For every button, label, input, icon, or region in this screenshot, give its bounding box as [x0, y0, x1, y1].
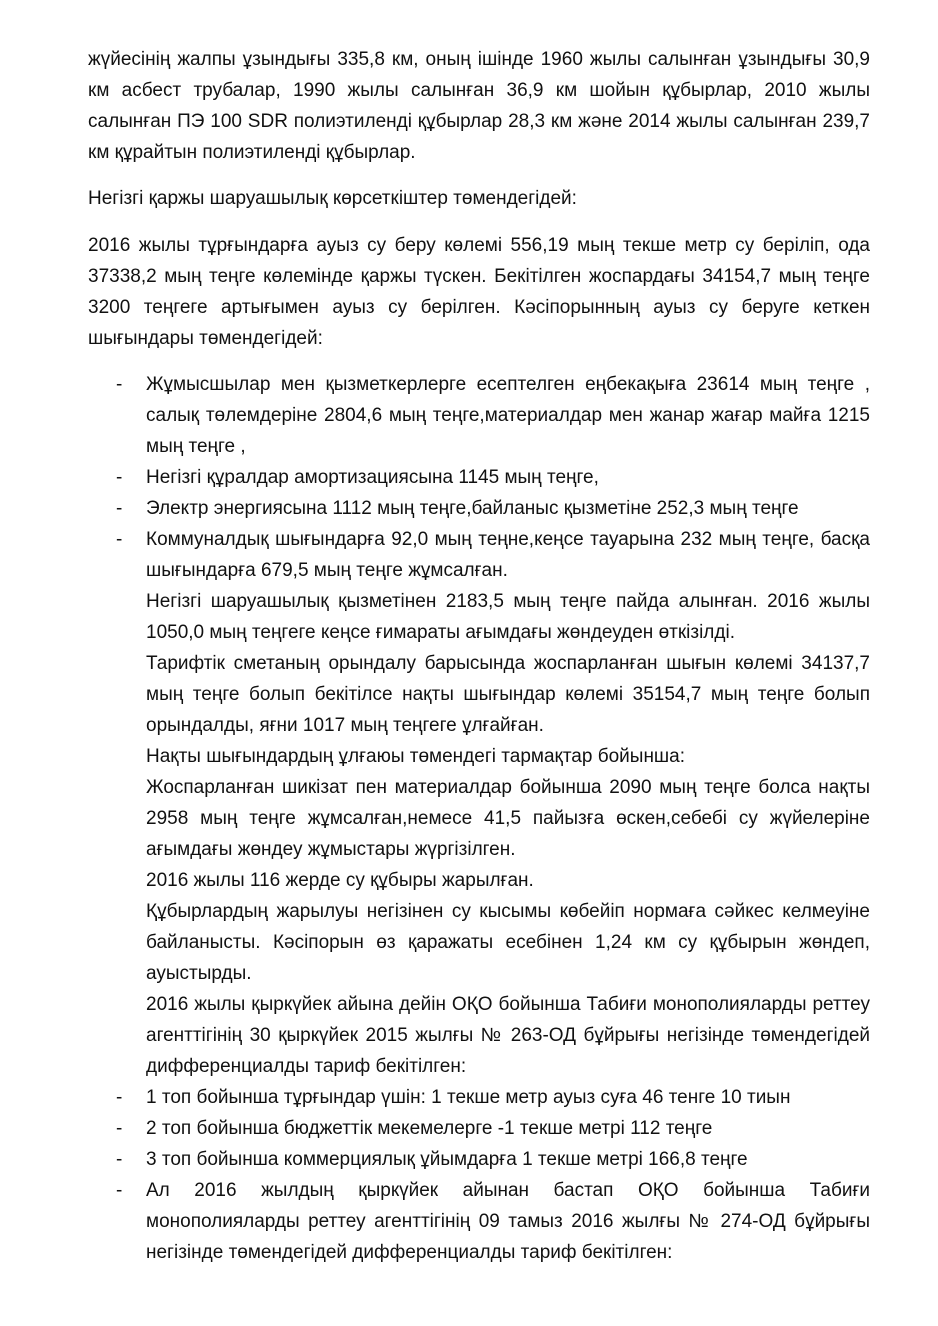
body-paragraph: 2016 жылы 116 жерде су құбыры жарылған.: [146, 870, 534, 891]
list-dash: -: [116, 498, 123, 519]
list-item-text: Жұмысшылар мен қызметкерлерге есептелген еңбекақыға 23614 мың теңге , салық төлемдеріне 2804,6 мың теңге,материалдар мен жанар жағар майға 1215 мың теңге ,: [146, 374, 870, 457]
list-dash: -: [116, 1180, 123, 1201]
list-item: [0, 1082, 938, 1113]
list-item: [0, 462, 938, 493]
list-item: [0, 1144, 938, 1175]
section-heading: Негізгі қаржы шаруашылық көрсеткіштер төмендегідей:: [88, 188, 577, 209]
list-dash: -: [116, 1087, 123, 1108]
list-dash: -: [116, 1118, 123, 1139]
body-paragraph: 2016 жылы қыркүйек айына дейін ОҚО бойынша Табиғи монополияларды реттеу агенттігінің 30 қыркүйек 2015 жылғы № 263-ОД бұйрығы негізінде төмендегідей дифференциалды тариф бекітілген:: [146, 994, 870, 1077]
list-item-text: 2 топ бойынша бюджеттік мекемелерге -1 текше метрі 112 теңге: [146, 1118, 713, 1139]
list-item: [0, 493, 938, 524]
body-paragraph: Негізгі шаруашылық қызметінен 2183,5 мың теңге пайда алынған. 2016 жылы 1050,0 мың теңгеге кеңсе ғимараты ағымдағы жөндеуден өткізілді.: [146, 591, 870, 643]
revenue-paragraph: 2016 жылы тұрғындарға ауыз су беру көлемі 556,19 мың текше метр су беріліп, ода 37338,2 мың теңге көлемінде қаржы түскен. Бекітілген жоспардағы 34154,7 мың теңге 3200 теңгеге артығымен ауыз су берілген. Кәсіпорынның ауыз су беруге кеткен шығындары төмендегідей:: [88, 235, 870, 349]
list-dash: -: [116, 374, 123, 395]
list-dash: -: [116, 467, 123, 488]
body-paragraph: Тарифтік сметаның орындалу барысында жоспарланған шығын көлемі 34137,7 мың теңге болып бекітілсе нақты шығындар көлемі 35154,7 мың теңге болып орындалды, яғни 1017 мың теңгеге ұлғайған.: [146, 653, 870, 736]
list-dash: -: [116, 529, 123, 550]
list-item: [0, 1113, 938, 1144]
list-item-text: Ал 2016 жылдың қыркүйек айынан бастап ОҚО бойынша Табиғи монополияларды реттеу агенттігінің 09 тамыз 2016 жылғы № 274-ОД бұйрығы негізінде төмендегідей дифференциалды тариф бекітілген:: [146, 1180, 870, 1263]
list-item-text: Коммуналдық шығындарға 92,0 мың теңне,кеңсе тауарына 232 мың теңге, басқа шығындарға 679,5 мың теңге жұмсалған.: [146, 529, 870, 581]
list-item-text: Электр энергиясына 1112 мың теңге,байланыс қызметіне 252,3 мың теңге: [146, 498, 799, 519]
body-paragraph: Жоспарланған шикізат пен материалдар бойынша 2090 мың теңге болса нақты 2958 мың теңге жұмсалған,немесе 41,5 пайызға өскен,себебі су жүйелеріне ағымдағы жөндеу жұмыстары жүргізілген.: [146, 777, 870, 860]
list-item: [0, 524, 938, 586]
expenses-list: [0, 369, 938, 1268]
list-item: [0, 1175, 938, 1268]
list-item-text: 3 топ бойынша коммерциялық ұйымдарға 1 текше метрі 166,8 теңге: [146, 1149, 748, 1170]
body-paragraph: Нақты шығындардың ұлғаюы төмендегі тармақтар бойынша:: [146, 746, 686, 767]
list-dash: -: [116, 1149, 123, 1170]
body-paragraph: Құбырлардың жарылуы негізінен су кысымы көбейіп нормаға сәйкес келмеуіне байланысты. Кәсіпорын өз қаражаты есебінен 1,24 км су құбырын жөндеп, ауыстырды.: [146, 901, 870, 984]
list-item-text: Негізгі құралдар амортизациясына 1145 мың теңге,: [146, 467, 599, 488]
list-item-text: 1 топ бойынша тұрғындар үшін: 1 текше метр ауыз суға 46 тенге 10 тиын: [146, 1087, 791, 1108]
intro-paragraph: жүйесінің жалпы ұзындығы 335,8 км, оның ішінде 1960 жылы салынған ұзындығы 30,9 км асбест трубалар, 1990 жылы салынған 36,9 км шойын құбырлар, 2010 жылы салынған ПЭ 100 SDR полиэтиленді құбырлар 28,3 км және 2014 жылы салынған 239,7 км құрайтын полиэтиленді құбырлар.: [88, 49, 870, 163]
list-item: [0, 369, 938, 462]
